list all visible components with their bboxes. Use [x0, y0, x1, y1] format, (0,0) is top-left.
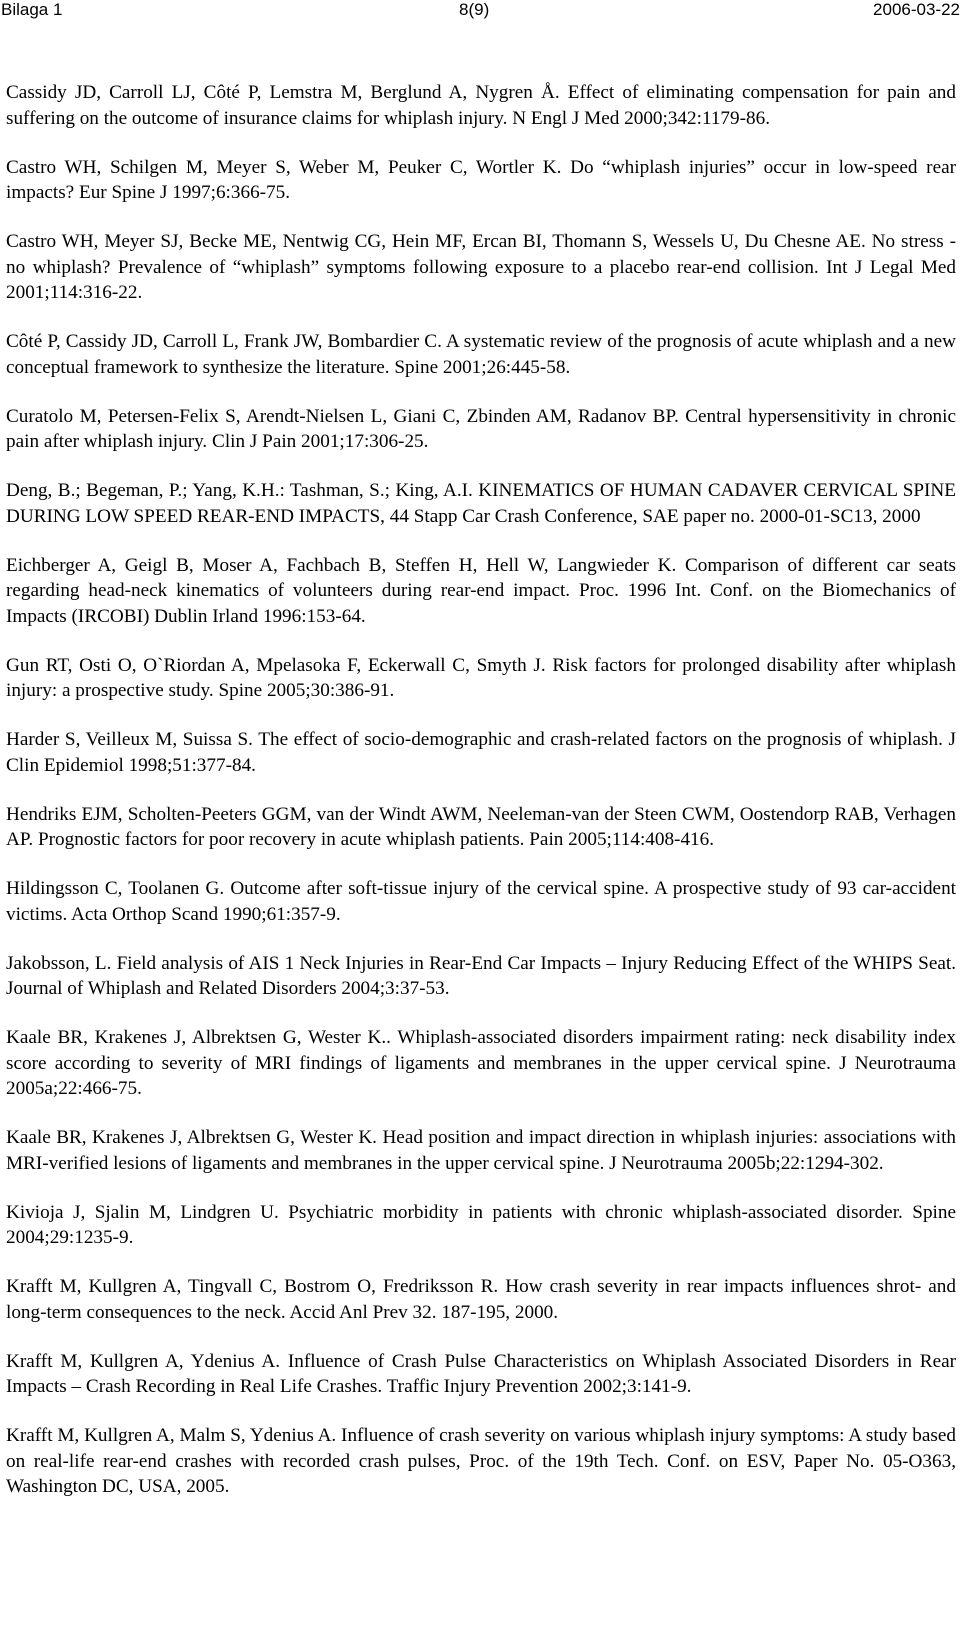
reference-entry: Jakobsson, L. Field analysis of AIS 1 Neck Injuries in Rear-End Car Impacts – Injury Reducing Effect of the WHIPS Seat. Journal of Whiplash and Related Disorders 2004;3:37-53. [6, 952, 956, 999]
reference-entry: Hendriks EJM, Scholten-Peeters GGM, van der Windt AWM, Neeleman-van der Steen CWM, Oostendorp RAB, Verhagen AP. Prognostic factors for poor recovery in acute whiplash patients. Pain 2005;114:408-416. [6, 803, 956, 850]
attachment-label: Bilaga 1 [1, 0, 63, 19]
reference-entry: Kivioja J, Sjalin M, Lindgren U. Psychiatric morbidity in patients with chronic whiplash-associated disorder. Spine 2004;29:1235-9. [6, 1201, 956, 1248]
reference-entry: Kaale BR, Krakenes J, Albrektsen G, Wester K. Head position and impact direction in whiplash injuries: associations with MRI-verified lesions of ligaments and membranes in the upper cervical spine. J Neurotrauma 2005b;22:1294-302. [6, 1127, 956, 1174]
reference-entry: Krafft M, Kullgren A, Ydenius A. Influence of Crash Pulse Characteristics on Whiplash Associated Disorders in Rear Impacts – Crash Recording in Real Life Crashes. Traffic Injury Prevention 2002;3:141-9. [6, 1350, 956, 1397]
reference-entry: Harder S, Veilleux M, Suissa S. The effect of socio-demographic and crash-related factors on the prognosis of whiplash. J Clin Epidemiol 1998;51:377-84. [6, 729, 956, 776]
reference-entry: Krafft M, Kullgren A, Tingvall C, Bostrom O, Fredriksson R. How crash severity in rear impacts influences shrot- and long-term consequences to the neck. Accid Anl Prev 32. 187-195, 2000. [6, 1276, 956, 1323]
reference-entry: Deng, B.; Begeman, P.; Yang, K.H.: Tashman, S.; King, A.I. KINEMATICS OF HUMAN CADAVER CERVICAL SPINE DURING LOW SPEED REAR-END IMPACTS, 44 Stapp Car Crash Conference, SAE paper no. 2000-01-SC13, 2000 [6, 480, 956, 527]
reference-entry: Eichberger A, Geigl B, Moser A, Fachbach B, Steffen H, Hell W, Langwieder K. Comparison of different car seats regarding head-neck kinematics of volunteers during rear-end impact. Proc. 1996 Int. Conf. on the Biomechanics of Impacts (IRCOBI) Dublin Irland 1996:153-64. [6, 554, 956, 627]
document-date: 2006-03-22 [873, 0, 960, 19]
reference-entry: Hildingsson C, Toolanen G. Outcome after soft-tissue injury of the cervical spine. A prospective study of 93 car-accident victims. Acta Orthop Scand 1990;61:357-9. [6, 878, 956, 925]
reference-entry: Castro WH, Meyer SJ, Becke ME, Nentwig CG, Hein MF, Ercan BI, Thomann S, Wessels U, Du Chesne AE. No stress - no whiplash? Prevalence of “whiplash” symptoms following exposure to a placebo rear-end collision. Int J Legal Med 2001;114:316-22. [6, 231, 956, 303]
page-header [0, 0, 960, 24]
reference-entry: Côté P, Cassidy JD, Carroll L, Frank JW, Bombardier C. A systematic review of the prognosis of acute whiplash and a new conceptual framework to synthesize the literature. Spine 2001;26:445-58. [6, 331, 956, 378]
reference-entry: Gun RT, Osti O, O`Riordan A, Mpelasoka F, Eckerwall C, Smyth J. Risk factors for prolonged disability after whiplash injury: a prospective study. Spine 2005;30:386-91. [6, 654, 956, 701]
reference-entry: Curatolo M, Petersen-Felix S, Arendt-Nielsen L, Giani C, Zbinden AM, Radanov BP. Central hypersensitivity in chronic pain after whiplash injury. Clin J Pain 2001;17:306-25. [6, 405, 956, 452]
reference-entry: Castro WH, Schilgen M, Meyer S, Weber M, Peuker C, Wortler K. Do “whiplash injuries” occur in low-speed rear impacts? Eur Spine J 1997;6:366-75. [6, 156, 956, 203]
reference-entry: Krafft M, Kullgren A, Malm S, Ydenius A. Influence of crash severity on various whiplash injury symptoms: A study based on real-life rear-end crashes with recorded crash pulses, Proc. of the 19th Tech. Conf. on ESV, Paper No. 05-O363, Washington DC, USA, 2005. [6, 1425, 956, 1497]
reference-list [6, 80, 956, 1523]
reference-entry: Kaale BR, Krakenes J, Albrektsen G, Wester K.. Whiplash-associated disorders impairment rating: neck disability index score according to severity of MRI findings of ligaments and membranes in the upper cervical spine. J Neurotrauma 2005a;22:466-75. [6, 1027, 956, 1099]
page-number: 8(9) [459, 0, 490, 19]
reference-entry: Cassidy JD, Carroll LJ, Côté P, Lemstra M, Berglund A, Nygren Å. Effect of eliminating compensation for pain and suffering on the outcome of insurance claims for whiplash injury. N Engl J Med 2000;342:1179-86. [6, 82, 956, 129]
